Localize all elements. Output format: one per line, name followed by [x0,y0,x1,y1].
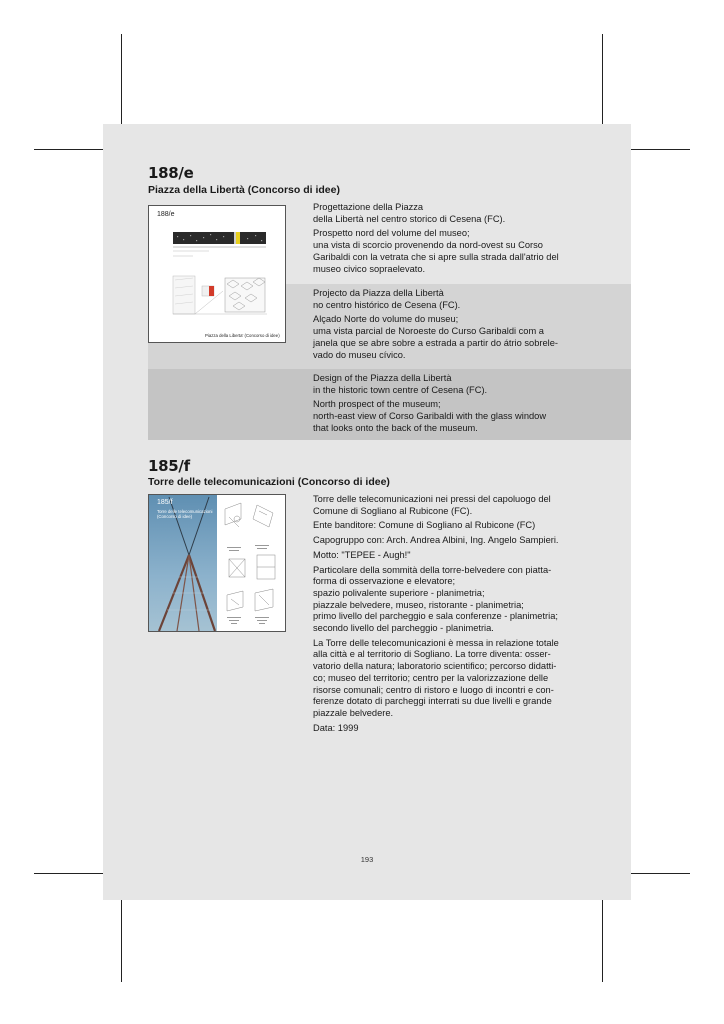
text-paragraph: Design of the Piazza della Libertà in the historic town centre of Cesena (FC). [313,373,488,395]
text-paragraph: Particolare della sommità della torre-belvedere con piatta- forma di osservazione e elevatore; spazio polivalente superiore - planimetria; piazzale belvedere, museo, ristorante - planimetria; primo livello del parcheggio e sala conferenze - planimetria; secondo livello del parcheggio - planimetria. [313,564,558,634]
figure-185f [148,494,286,632]
figure-188e [148,205,286,343]
text-paragraph: Projecto da Piazza della Libertà no centro histórico de Cesena (FC). [313,288,461,310]
text-paragraph: La Torre delle telecomunicazioni è messa in relazione totale alla città e al territorio di Sogliano. La torre diventa: osser- vatorio della natura; laboratorio scientifico; percorso didatti- co; museo del territorio; centro per la valorizzazione delle risorse comunali; centro di ristoro e luogo di incontri e con- ferenze dotato di parcheggi interrati su due livelli e grande piazzale belvedere. [313,637,559,718]
entry-code: 188/e [148,164,194,182]
portuguese-text [313,288,583,364]
italian-text [313,202,583,278]
figure-code: 188/e [157,211,175,218]
crop-mark [631,149,690,150]
text-paragraph: Data: 1999 [313,722,359,733]
entry-code: 185/f [148,457,190,475]
figure-code: 185/f [157,499,173,506]
entry-title: Piazza della Libertà (Concorso di idee) [148,184,340,196]
entry-title: Torre delle telecomunicazioni (Concorso di idee) [148,476,390,488]
text-paragraph: Torre delle telecomunicazioni nei pressi del capoluogo del Comune di Sogliano al Rubicone (FC). [313,494,551,516]
text-paragraph: Motto: "TEPEE - Augh!" [313,549,411,560]
text-paragraph: Capogruppo con: Arch. Andrea Albini, Ing. Angelo Sampieri. [313,535,559,546]
text-paragraph: Alçado Norte do volume do museu; uma vista parcial de Noroeste do Curso Garibaldi com a janela que se abre sobre a estrada a partir do átrio sobrele- vado do museu cívico. [313,314,558,360]
crop-mark [34,873,103,874]
crop-mark [602,900,603,982]
page-number: 193 [360,855,374,864]
text-paragraph: Ente banditore: Comune di Sogliano al Rubicone (FC) [313,520,536,531]
text-paragraph: Prospetto nord del volume del museo; una vista di scorcio provenendo da nord-ovest su Corso Garibaldi con la vetrata che si apre sulla strada dall'atrio del museo civico sopraelevato. [313,228,559,274]
page-sheet [103,124,631,900]
text-paragraph: North prospect of the museum; north-east view of Corso Garibaldi with the glass window that looks onto the back of the museum. [313,399,547,433]
crop-mark [631,873,690,874]
crop-mark [121,900,122,982]
elevation-drawing [149,206,285,342]
figure-subtitle: Torre delle telecomunicazioni (Concorso di idee) [157,509,213,519]
english-text [313,373,583,438]
crop-mark [34,149,103,150]
figure-caption: Piazza della Liberta' (Concorso di idee) [205,333,280,338]
project-text [313,494,583,737]
text-paragraph: Progettazione della Piazza della Libertà nel centro storico di Cesena (FC). [313,202,506,224]
